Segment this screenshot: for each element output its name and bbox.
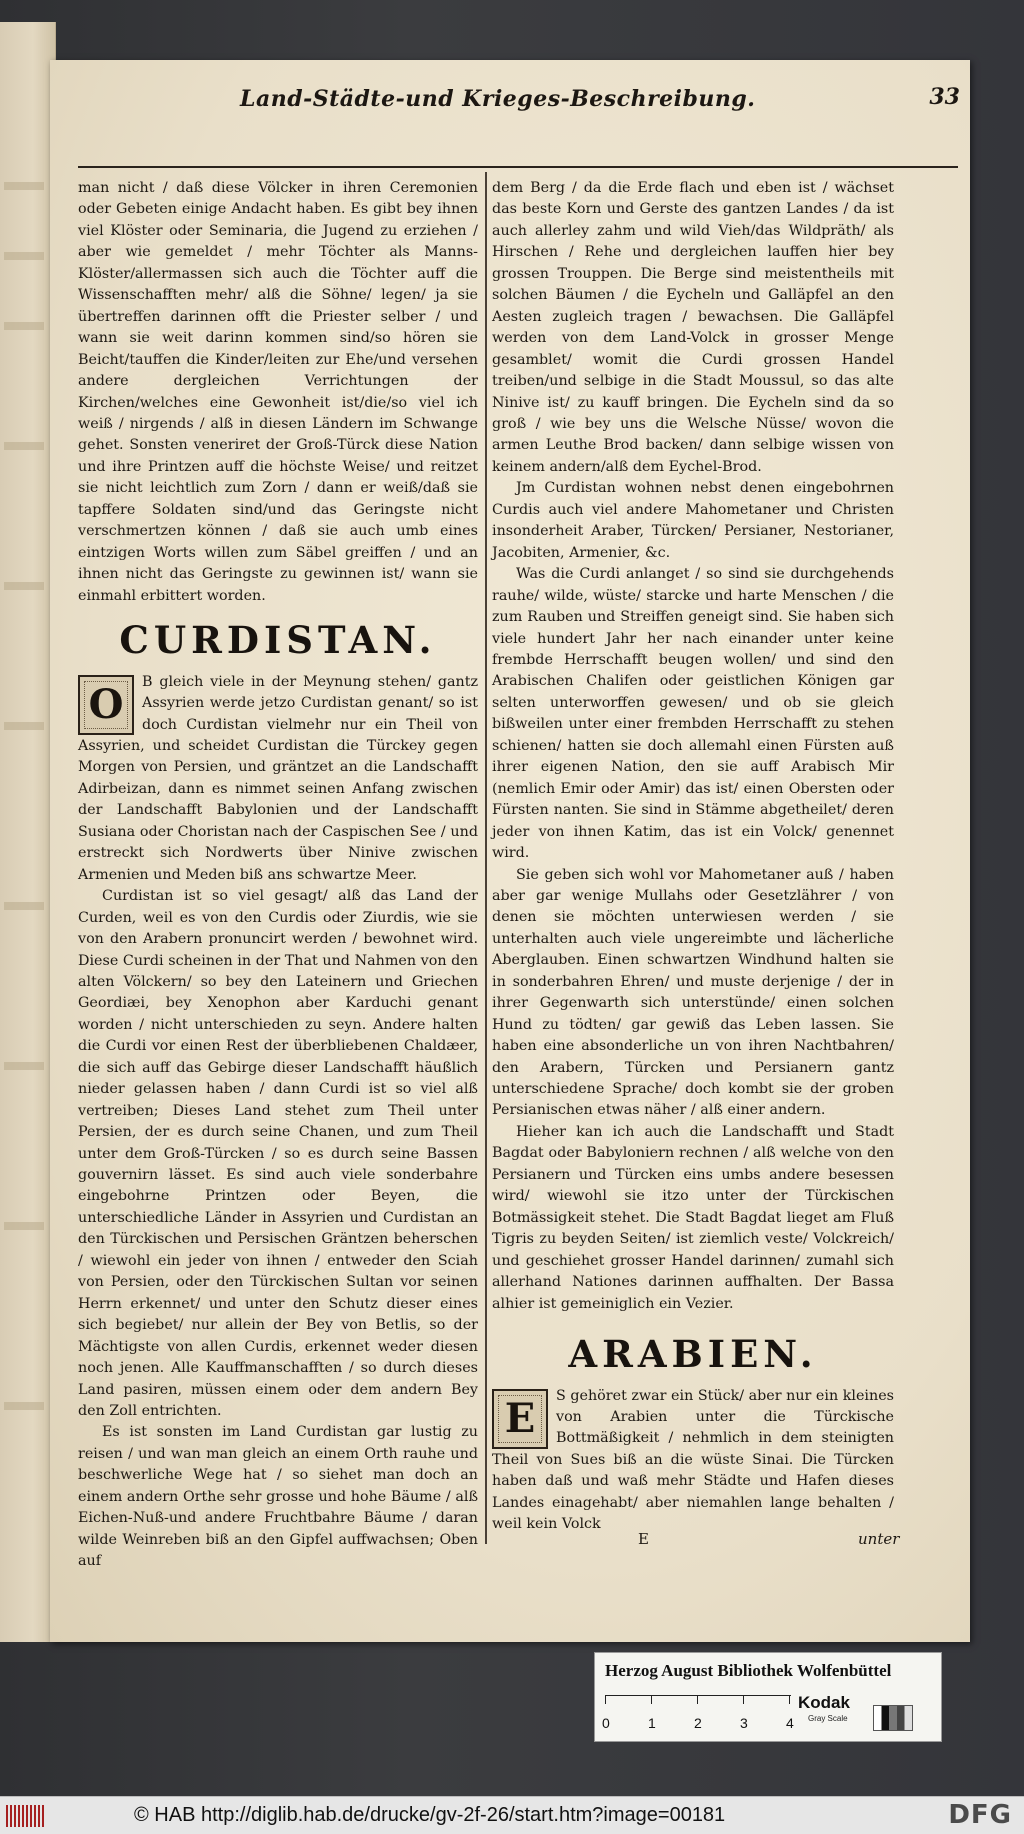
archive-label: Herzog August Bibliothek Wolfenbüttel 0 1 2 3 4 Kodak Gray Scale — [594, 1652, 942, 1742]
dfg-logo: DFG — [948, 1800, 1012, 1830]
paragraph-curdistan-2: Curdistan ist so viel gesagt/ alß das Land der Curden, weil es von den Curdis oder Ziurdis, wie sie von den Arabern pronuncirt werden / bewohnet wird. Diese Curdi scheinen in der That und Nahmen von den alten Völckern/ so bey den Lateinern und Griechen Geordiæi, bey Xenophon aber Karduchi genant worden / nicht unterschieden zu seyn. Andere halten die Curdi vor einen Rest der überbliebenen Chaldæer, die sich auff das Gebirge dieser Landschafft häußlich nieder gelassen haben / dann Curdi ist so viel alß vertreiben; Dieses Land stehet zum Theil unter Persien, der es durch seine Chanen, und zum Theil unter dem Groß-Türcken / so es durch seine Bassen gouvernirn lässet. Es sind auch viele sonderbahre eingebohrne Printzen oder Beyen, die unterschiedliche Länder in Assyrien und Curdistan an den Türckischen und Persischen Gräntzen beherschen / wiewohl ein jeder von ihnen / entweder den Sciah von Persien, oder den Türckischen Sultan vor seinen Herrn erkennet/ und unter den Schutz dieser eines sich begiebet/ nur allein der Bey von Betlis, so der Mächtigste von allen Curdis, erkennet weder diesen noch jenen. Alle Kauffmanschafften / so durch dieses Land pasiren, müssen einem oder dem andern Bey den Zoll entrichten. — [78, 888, 478, 1420]
gray-swatch — [873, 1705, 913, 1731]
library-name: Herzog August Bibliothek Wolfenbüttel — [605, 1661, 892, 1680]
page-number: 33 — [929, 84, 960, 110]
paragraph-right-2: Jm Curdistan wohnen nebst denen eingebohrnen Curdis auch viel andere Mahometaner und Christen insonderheit Araber, Türcken/ Persianer, Nestorianer, Jacobiten, Armenier, &c. — [492, 480, 894, 561]
paragraph-intro: man nicht / daß diese Völcker in ihren Ceremonien oder Gebeten einige Andacht haben. Es gibt bey ihnen viel Klöster oder Seminaria, die Jugend zu erziehen / aber wie gemeldet / mehr Töchter als Manns-Klöster/allermassen sich auch die Töchter auff die Wissenschafften mehr/ alß die Söhne/ legen/ ja sie übertreffen darinnen offt die Priester selber / und wann sie weit darinn kommen sind/so hören sie Beicht/tauffen die Kinder/leiten zur Ehe/und versehen andere dergleichen Verrichtungen der Kirchen/welches eine Gewonheit ist/die/so viel ich weiß / nirgends / alß in diesen Ländern im Schwange gehet. Sonsten veneriret der Groß-Türck diese Nation und ihre Printzen auff die höchste Weise/ und reitzet sie nicht leichtlich zum Zorn / dann er weiß/daß sie tapffere Soldaten sind/und das Geringste nicht verschmertzen können / daß sie auch umb eines eintzigen Worts willen zum Säbel greiffen / und an ihnen nicht das Geringste zu gewinnen ist/ wann sie einmahl erbittert worden. — [78, 180, 478, 604]
header-rule — [78, 166, 958, 168]
paragraph-right-5: Hieher kan ich auch die Landschafft und Stadt Bagdat oder Babyloniern rechnen / alß welche von den Persianern und Türcken eins umbs andere besessen wird/ wiewohl sie itzo unter der Türckischen Botmässigkeit stehet. Die Stadt Bagdat lieget am Fluß Tigris zu beyden Seiten/ ist ziemlich veste/ Volckreich/ und geschiehet grosser Handel darinnen/ zumahl sich allerhand Nationes darinnen auffhalten. Der Bassa alhier ist gemeiniglich ein Vezier. — [492, 1123, 894, 1312]
catchword: unter — [858, 1530, 900, 1548]
gray-scale-label: Gray Scale — [808, 1714, 848, 1723]
paragraph-arabien-1: S gehöret zwar ein Stück/ aber nur ein kleines von Arabien unter die Türckische Bottmäßigkeit / nehmlich in dem steinigten Theil von Sues biß an die wüste Sinai. Die Türcken haben daß und waß mehr Städte und Hafen dieses Landes einagehabt/ aber niemahlen lange behalten / weil kein Volck — [492, 1387, 894, 1533]
paragraph-curdistan-1: B gleich viele in der Meynung stehen/ gantz Assyrien werde jetzo Curdistan genant/ so ist doch Curdistan vielmehr nur ein Theil von Assyrien, und scheidet Curdistan die Türckey gegen Morgen von Persien, und gräntzet an die Landschafft Adirbeizan, dann es nimmet seinen Anfang zwischen der Landschafft Babylonien und der Landschafft Susiana oder Choristan nach der Caspischen See / und erstreckt sich Nordwerts über Ninive zwischen Armenien und Meden biß ans schwartze Meer. — [78, 673, 478, 883]
previous-page-edge — [0, 22, 56, 1642]
running-header — [240, 80, 960, 124]
paragraph-right-4: Sie geben sich wohl vor Mahometaner auß / haben aber gar wenige Mullahs oder Gesetzlährer / von denen sie möchten unterwiesen werden / sie unterhalten auch viele ungereimbte und lächerliche Aberglauben. Einen schwartzen Windhund halten sie in sonderbahren Ehren/ und muste derjenige / der in ihrer Gegenwarth sich unterstünde/ einen solchen Hund zu tödten/ gar gewiß das Leben lassen. Sie haben eine absonderliche un von ihren Nachtbahren/ den Arabern, Türcken und Persianern gantz unterschiedene Sprache/ doch kombt sie der groben Persianischen etwas näher / alß einer andern. — [492, 866, 894, 1119]
paragraph-right-1: dem Berg / da die Erde flach und eben ist / wächset das beste Korn und Gerste des gantzen Landes / da ist auch allerley zahm und wild Vieh/das Wildpräth/ als Hirschen / Rehe und dergleichen lauffen hier bey grossen Trouppen. Die Berge sind meistentheils mit solchen Bäumen / die Eycheln und Galläpfel an den Aesten zugleich tragen / bewachsen. Die Galläpfel werden von dem Land-Volck in grosser Menge gesamblet/ womit die Curdi grossen Handel treiben/und selbige in die Stadt Moussul, so das alte Ninive ist/ zu kauff bringen. Die Eycheln sind da so groß / wie bey uns die Welsche Nüsse/ wovon die armen Leuthe Brod backen/ dann selbige wissen von keinem andern/alß dem Eychel-Brod. — [492, 180, 894, 475]
signature-mark: E — [638, 1530, 649, 1548]
paragraph-right-3: Was die Curdi anlanget / so sind sie durchgehends rauhe/ wilde, wüste/ starcke und harte Menschen / die zum Rauben und Streiffen geneigt sind. Sie haben sich viele hundert Jahr her nach einander unter keine frembde Herrschafft beugen wollen/ und sind den Arabischen Chalifen oder geistlichen Königen gar selten unterworffen gewesen/ und ob sie gleich bißweilen unter einer frembden Herrschafft zu stehen schienen/ hatten sie doch allemahl einen Fürsten auß ihrer eigenen Nation, den sie auff Arabisch Mir (nemlich Emir oder Amir) das ist/ einen Obersten oder Fürsten nanten. Sie sind in Stämme abgetheilet/ deren jeder von ihnen Katim, das ist ein Volck/ genennet wird. — [492, 566, 894, 862]
dropcap-e: E — [492, 1389, 548, 1449]
running-title: Land-Städte-und Krieges-Beschreibung. — [240, 86, 756, 112]
barcode-icon — [6, 1805, 46, 1827]
viewer-footer — [0, 1796, 1024, 1834]
kodak-logo: Kodak — [798, 1693, 850, 1712]
gray-scale-ruler — [605, 1695, 791, 1713]
dropcap-o: O — [78, 675, 134, 735]
section-heading-arabien: ARABIEN. — [568, 1332, 818, 1377]
left-column — [78, 178, 478, 1573]
column-divider — [485, 172, 487, 1544]
right-column — [492, 178, 894, 1536]
section-heading-curdistan: CURDISTAN. — [119, 618, 437, 663]
source-url[interactable]: © HAB http://diglib.hab.de/drucke/gv-2f-26/start.htm?image=00181 — [134, 1804, 726, 1826]
paragraph-curdistan-3: Es ist sonsten im Land Curdistan gar lustig zu reisen / und wan man gleich an einem Orth rauhe und beschwerliche Wege hat / so siehet man doch an einem andern Orthe sehr grosse und hohe Bäume / alß Eichen-Nuß-und andere Fruchtbahre Bäume / daran wilde Weinreben biß an den Gipfel auffwachsen; Oben auf — [78, 1424, 478, 1570]
